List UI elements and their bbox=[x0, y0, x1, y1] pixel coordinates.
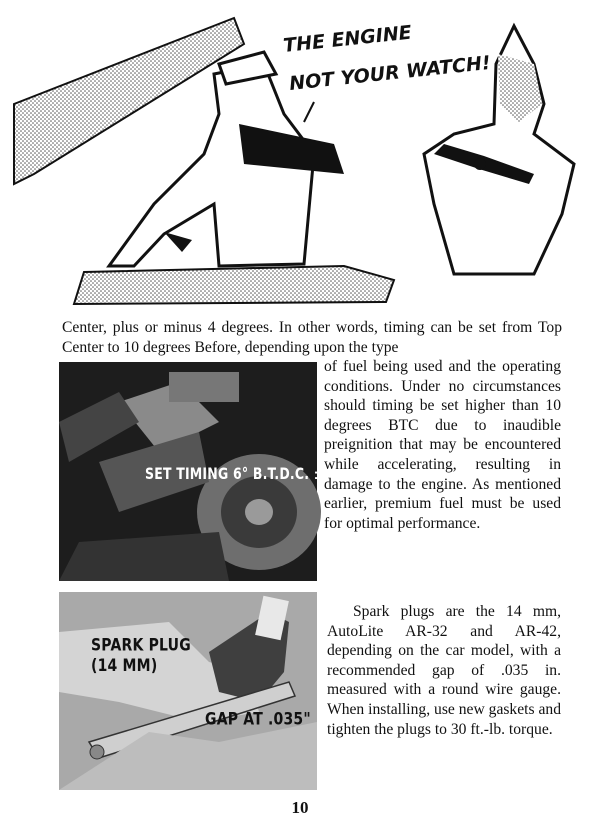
paragraph-column-2: Spark plugs are the 14 mm, AutoLite AR-32 and AR-42, depending on the car model, with a recommended gap of .035 in. measured with a round wire gauge. When installing, use new gaskets and tighten the plugs to 30 ft.-lb. torque. bbox=[327, 603, 561, 738]
spark-plug-caption-line-2: (14 MM) bbox=[91, 656, 158, 676]
speech-line-1: THE ENGINE bbox=[282, 21, 413, 57]
timing-caption: SET TIMING 6° B.T.D.C. ± 4° bbox=[145, 464, 345, 483]
car-fender bbox=[74, 266, 394, 304]
spark-plug-photo bbox=[59, 592, 317, 790]
paragraph-lead: Center, plus or minus 4 degrees. In other words, timing can be set from Top Center to 10 degrees Before, depending upon the type bbox=[62, 319, 562, 356]
spark-plug-caption-line-1: SPARK PLUG bbox=[91, 636, 191, 656]
gap-caption: GAP AT .035" bbox=[205, 710, 311, 730]
speech-line-2: NOT YOUR WATCH! bbox=[288, 51, 492, 95]
page-number: 10 bbox=[291, 798, 309, 817]
cartoon-illustration bbox=[14, 4, 586, 310]
paragraph-column-1: of fuel being used and the operating conditions. Under no circumstances should timing be set higher than 10 degrees BTC due to inaudible preignition that may be encountered while accelerating, resulting in damage to the engine. As mentioned earlier, premium fuel must be used for optimal performance. bbox=[324, 358, 561, 532]
spark-plug-caption bbox=[91, 636, 191, 677]
timing-photo bbox=[59, 362, 345, 581]
